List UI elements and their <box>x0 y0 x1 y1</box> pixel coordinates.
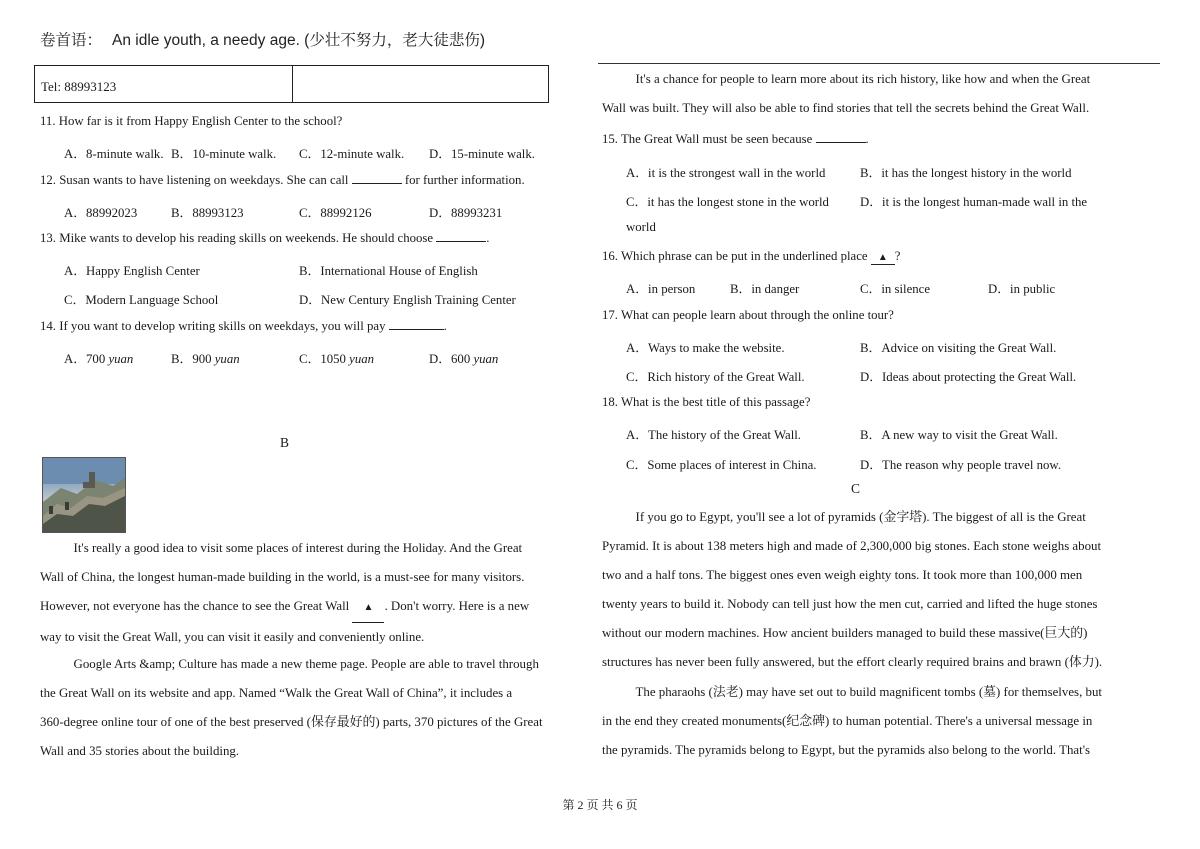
great-wall-photo <box>42 457 126 533</box>
section-b-paragraph-2 <box>40 650 551 766</box>
section-c-paragraph-1 <box>602 503 1112 677</box>
question-18: 18. What is the best title of this passage? <box>602 395 811 409</box>
q11-option-c: C．12-minute walk. <box>299 147 405 161</box>
section-c-label: C <box>851 481 861 496</box>
section-b-continuation <box>602 65 1112 123</box>
header-rule <box>598 63 1160 64</box>
q13-option-d: D．New Century English Training Center <box>299 293 516 307</box>
underlined-blank <box>352 592 384 623</box>
q16-option-d: D．in public <box>988 282 1056 296</box>
q18-option-d: D．The reason why people travel now. <box>860 458 1062 472</box>
q15-option-d-wrap: world <box>626 220 656 234</box>
answer-blank <box>436 241 486 242</box>
answer-blank <box>352 183 402 184</box>
q15-option-a: A．it is the strongest wall in the world <box>626 166 826 180</box>
text-line: Google Arts &amp; Culture has made a new theme page. People are able to travel through <box>73 657 539 671</box>
q16-option-c: C．in silence <box>860 282 931 296</box>
q15-option-c: C．it has the longest stone in the world <box>626 195 829 209</box>
table-cell-empty <box>293 66 548 102</box>
q12-text: 12. Susan wants to have listening on weekdays. She can call <box>40 173 349 187</box>
header-label: 卷首语： <box>40 32 103 49</box>
q12-option-d: D．88993231 <box>429 206 503 220</box>
q13-option-a: A．Happy English Center <box>64 264 200 278</box>
q17-option-a: A．Ways to make the website. <box>626 341 785 355</box>
question-11: 11. How far is it from Happy English Center to the school? <box>40 114 343 128</box>
q16-option-b: B．in danger <box>730 282 800 296</box>
text-line: twenty years to build it. Nobody can tell just how the men cut, carried and lifted the huge stones <box>602 597 1098 611</box>
text-line: the pyramids. The pyramids belong to Egypt, but the pyramids also belong to the world. That's <box>602 743 1091 757</box>
q14-option-a: A．700 yuan <box>64 352 134 366</box>
text-line: in the end they created monuments(纪念碑) to human potential. There's a universal message in <box>602 714 1093 728</box>
q14-text: 14. If you want to develop writing skills on weekdays, you will pay <box>40 319 386 333</box>
q12-option-b: B．88993123 <box>171 206 244 220</box>
q15-option-b: B．it has the longest history in the world <box>860 166 1072 180</box>
question-15: 15. The Great Wall must be seen because . <box>602 132 869 146</box>
question-12 <box>40 173 525 188</box>
page-header <box>40 28 485 50</box>
header-motto: An idle youth, a needy age. (少壮不努力，老大徒悲伤) <box>112 32 486 49</box>
q17-option-b: B．Advice on visiting the Great Wall. <box>860 341 1057 355</box>
q11-option-b: B．10-minute walk. <box>171 147 277 161</box>
text-line: 360-degree online tour of one of the best preserved (保存最好的) parts, 370 pictures of the Great <box>40 715 543 729</box>
section-b-label: B <box>280 435 290 450</box>
q18-option-b: B．A new way to visit the Great Wall. <box>860 428 1058 442</box>
q14-option-d: D．600 yuan <box>429 352 499 366</box>
section-b-paragraph-1 <box>40 534 551 652</box>
contact-table <box>34 65 549 103</box>
text-line: The pharaohs (法老) may have set out to build magnificent tombs (墓) for themselves, but <box>635 685 1102 699</box>
q17-option-d: D．Ideas about protecting the Great Wall. <box>860 370 1077 384</box>
answer-blank <box>816 142 866 143</box>
underlined-blank <box>871 249 895 265</box>
text-line: way to visit the Great Wall, you can visit it easily and conveniently online. <box>40 630 425 644</box>
text-line: structures has never been fully answered, but the effort clearly required brains and brawn (体力). <box>602 655 1103 669</box>
question-14 <box>40 319 447 334</box>
q14-option-b: B．900 yuan <box>171 352 240 366</box>
text-line: two and a half tons. The biggest ones even weigh eighty tons. It took more than 100,000 men <box>602 568 1083 582</box>
q12-text-after: for further information. <box>404 173 525 187</box>
q12-option-a: A．88992023 <box>64 206 138 220</box>
question-17: 17. What can people learn about through the online tour? <box>602 308 894 322</box>
q14-option-c: C．1050 yuan <box>299 352 375 366</box>
triangle-mark: ▲ <box>877 252 888 263</box>
text-line: Wall was built. They will also be able to find stories that tell the secrets behind the Great Wall. <box>602 101 1090 115</box>
q13-text-after: . <box>486 231 490 245</box>
q13-text: 13. Mike wants to develop his reading skills on weekends. He should choose <box>40 231 434 245</box>
page-footer: 第 2 页 共 6 页 <box>562 798 638 812</box>
q11-option-d: D．15-minute walk. <box>429 147 535 161</box>
q11-option-a: A．8-minute walk. <box>64 147 164 161</box>
text-line: It's a chance for people to learn more about its rich history, like how and when the Great <box>635 72 1091 86</box>
section-c-paragraph-2 <box>602 678 1112 765</box>
text-line: Wall and 35 stories about the building. <box>40 744 240 758</box>
text-line: However, not everyone has the chance to see the Great Wall ▲ . Don't worry. Here is a new <box>40 592 551 623</box>
text-line: without our modern machines. How ancient builders managed to build these massive(巨大的) <box>602 626 1088 640</box>
q17-option-c: C．Rich history of the Great Wall. <box>626 370 805 384</box>
question-13 <box>40 231 490 246</box>
q16-option-a: A．in person <box>626 282 696 296</box>
text-line: Pyramid. It is about 138 meters high and made of 2,300,000 big stones. Each stone weighs about <box>602 539 1102 553</box>
text-line: Wall of China, the longest human-made building in the world, is a must-see for many visitors. <box>40 570 525 584</box>
text-line: It's really a good idea to visit some places of interest during the Holiday. And the Great <box>73 541 523 555</box>
q13-option-c: C．Modern Language School <box>64 293 219 307</box>
q13-option-b: B．International House of English <box>299 264 478 278</box>
great-wall-image <box>43 458 125 532</box>
q18-option-c: C．Some places of interest in China. <box>626 458 817 472</box>
q18-option-a: A．The history of the Great Wall. <box>626 428 802 442</box>
q14-text-after: . <box>443 319 447 333</box>
question-16: 16. Which phrase can be put in the underlined place ▲ ? <box>602 249 901 263</box>
table-cell-tel: Tel: 88993123 <box>35 66 293 102</box>
q15-option-d: D．it is the longest human-made wall in the <box>860 195 1088 209</box>
q12-option-c: C．88992126 <box>299 206 372 220</box>
triangle-mark: ▲ <box>363 602 374 613</box>
text-line: the Great Wall on its website and app. Named “Walk the Great Wall of China”, it includes a <box>40 686 513 700</box>
answer-blank <box>389 329 444 330</box>
text-line: If you go to Egypt, you'll see a lot of pyramids (金字塔). The biggest of all is the Great <box>635 510 1086 524</box>
